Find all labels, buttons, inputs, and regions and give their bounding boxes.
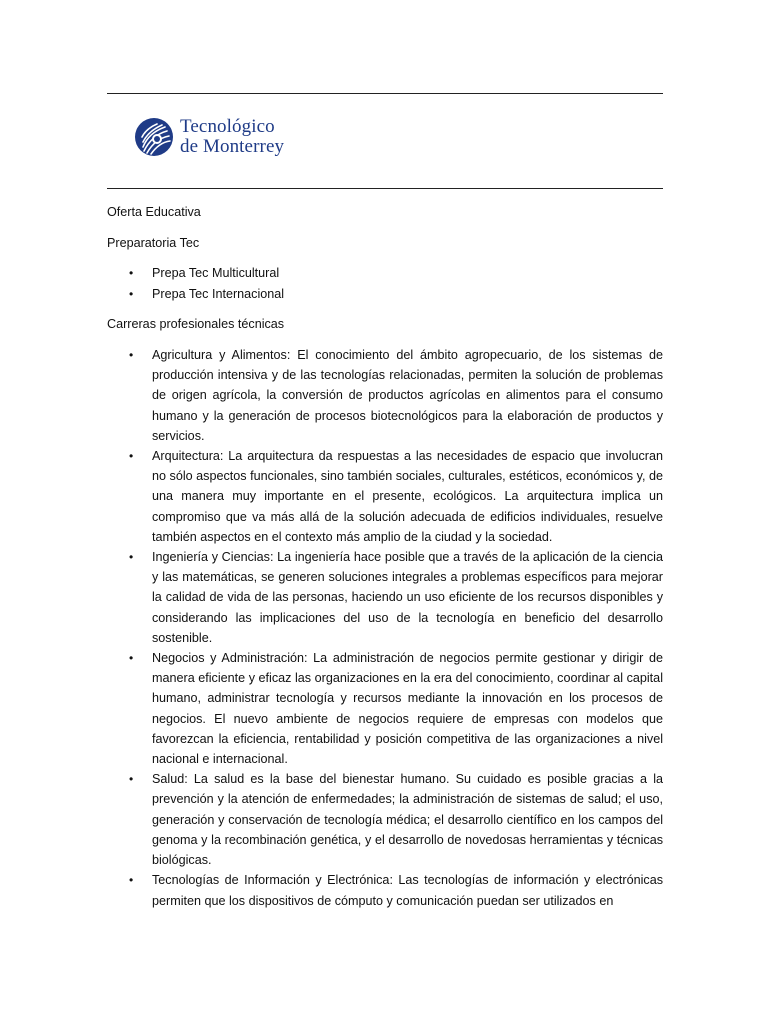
header-rule-top (107, 93, 663, 94)
bullet-icon: • (129, 266, 134, 281)
heading-carreras: Carreras profesionales técnicas (107, 317, 285, 332)
list-item (107, 284, 663, 304)
tec-logo-icon (134, 117, 174, 157)
tec-logo (134, 114, 284, 160)
list-item-text: Prepa Tec Multicultural (152, 266, 280, 281)
bullet-icon: • (129, 550, 134, 565)
bullet-icon: • (129, 286, 134, 301)
prepa-list (107, 263, 663, 303)
bullet-icon: • (129, 449, 134, 464)
list-item-text: Tecnologías de Información y Electrónica: Las tecnologías de información y electrónicas permiten que los dispositivos de cómputo y comunicación puedan ser utilizados en (152, 873, 663, 908)
bullet-icon: • (129, 651, 134, 666)
list-item (107, 648, 663, 769)
list-item (107, 547, 663, 648)
list-item (107, 769, 663, 870)
bullet-icon: • (129, 772, 134, 787)
logo-line-1: Tecnológico (180, 116, 275, 137)
heading-oferta-educativa: Oferta Educativa (107, 205, 201, 219)
header-rule-bottom (107, 188, 663, 189)
list-item-text: Arquitectura: La arquitectura da respuestas a las necesidades de espacio que involucran no sólo aspectos funcionales, sino también sociales, culturales, estéticos, económicos y, de una manera muy importante en el presente, ecológicos. La arquitectura implica un compromiso que va más allá de la solución adecuada de edificios individuales, resuelve también aspectos en el contexto más amplio de la ciudad y la sociedad. (152, 449, 663, 544)
list-item-text: Agricultura y Alimentos: El conocimiento del ámbito agropecuario, de los sistemas de producción intensiva y de las tecnologías relacionadas, permiten la solución de problemas de origen agrícola, la conversión de productos agrícolas en alimentos para el consumo humano y la generación de procesos biotecnológicos para la elaboración de productos y servicios. (152, 348, 663, 443)
bullet-icon: • (129, 348, 134, 363)
list-item-text: Prepa Tec Internacional (152, 286, 285, 301)
list-item-text: Salud: La salud es la base del bienestar humano. Su cuidado es posible gracias a la prevención y la atención de enfermedades; la administración de sistemas de salud; el uso, generación y conservación de tecnología médica; el desarrollo científico en los campos del genoma y la recombinación genética, y el desarrollo de novedosas herramientas y técnicas biológicas. (152, 772, 663, 868)
heading-preparatoria: Preparatoria Tec (107, 235, 200, 250)
list-item (107, 345, 663, 446)
bullet-icon: • (129, 873, 134, 888)
document-body (107, 202, 663, 921)
list-item (107, 870, 663, 910)
logo-line-2: de Monterrey (180, 136, 285, 157)
careers-list (107, 345, 663, 911)
list-item (107, 446, 663, 547)
list-item-text: Negocios y Administración: La administración de negocios permite gestionar y dirigir de manera eficiente y eficaz las organizaciones en la era del conocimiento, coordinar al capital humano, administrar tecnología y recursos mediante la innovación en los procesos de negocios. El nuevo ambiente de negocios requiere de empresas con modelos que favorezcan la eficiencia, rentabilidad y posición competitiva de las organizaciones a nivel nacional e internacional. (152, 651, 663, 767)
list-item (107, 263, 663, 283)
list-item-text: Ingeniería y Ciencias: La ingeniería hace posible que a través de la aplicación de la ciencia y las matemáticas, se generen soluciones integrales a problemas específicos para mejorar la calidad de vida de las personas, haciendo un uso eficiente de los recursos disponibles y considerando las implicaciones del uso de la tecnología en beneficio del desarrollo sostenible. (152, 550, 663, 645)
tec-logo-wordmark (180, 117, 284, 157)
